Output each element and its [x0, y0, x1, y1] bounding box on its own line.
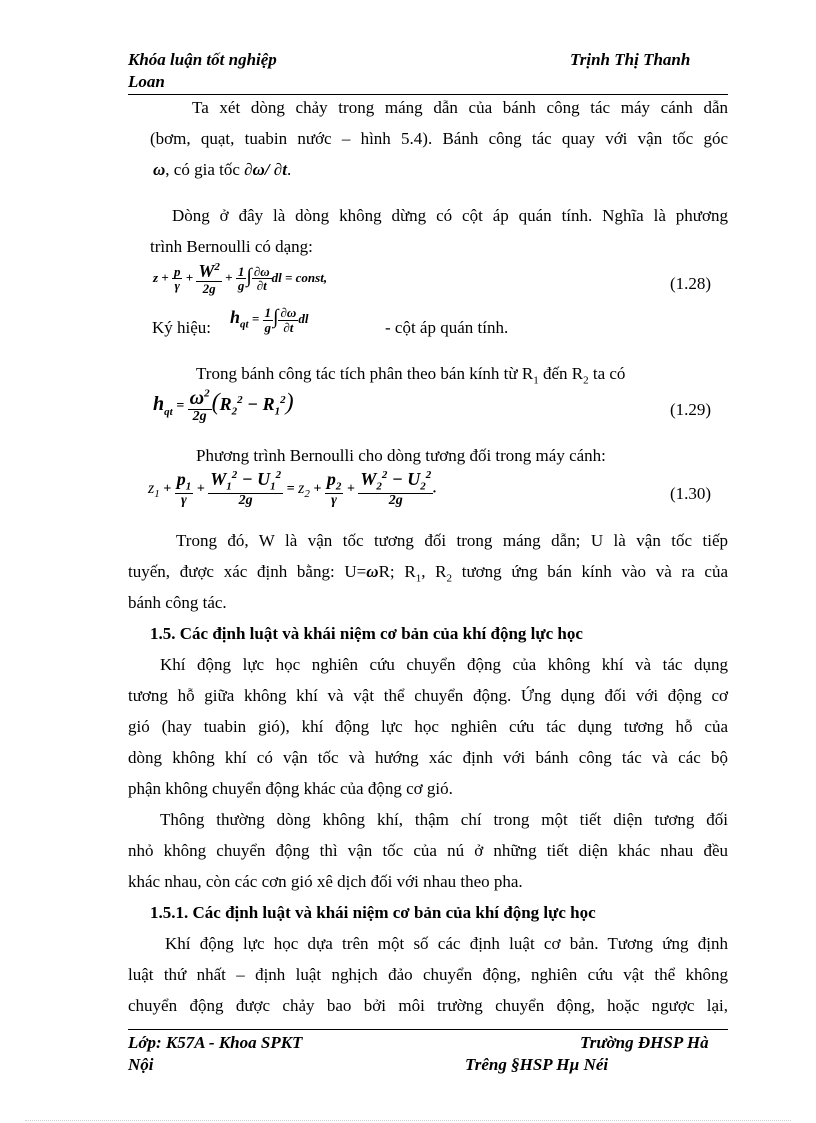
equation-number-1-30: (1.30) — [670, 484, 712, 503]
paragraph-5-line-1: Trong đó, W là vận tốc tương đối trong máng dẫn; U là vận tốc tiếp — [176, 531, 728, 550]
section-heading-1-5: 1.5. Các định luật và khái niệm cơ bản của khí động lực học — [150, 624, 583, 643]
footer-school-legacy: Trêng §HSP Hµ Néi — [465, 1055, 609, 1074]
paragraph-6-line-5: phận không chuyển động khác của động cơ gió. — [128, 779, 453, 798]
equation-inertial-head: $h_{qt}$ = $\frac{1}{g}$ ∫ $\frac{\partial\omega}{\partial t}$ dl — [230, 305, 309, 335]
footer-school: Trường ĐHSP Hà — [580, 1033, 709, 1052]
equation-number-1-28: (1.28) — [670, 274, 712, 293]
paragraph-6-line-4: dòng không khí có vận tốc và hướng xác định với bánh công tác và các bộ — [128, 748, 728, 767]
paragraph-7-line-2: nhỏ không chuyển động thì vận tốc của nú ở những tiết diện khác nhau đều — [128, 841, 728, 860]
notation-description: - cột áp quán tính. — [385, 318, 509, 337]
equation-1-29: $h_{qt}$ = $\frac{\omega^2}{2g}$ $(R_2^2 - R_1^2)$ — [153, 387, 294, 424]
equation-1-28: z + $\frac{p}{\gamma}$ + $\frac{W^2}{2g}$ + $\frac{1}{g}$ ∫ $\frac{\partial\omega}{\partial t}$ dl = const, — [153, 261, 328, 296]
paragraph-8-line-3: chuyển động được chảy bao bởi môi trường chuyển động, hoặc ngược lại, — [128, 996, 728, 1015]
section-heading-1-5-1: 1.5.1. Các định luật và khái niệm cơ bản của khí động lực học — [150, 903, 596, 922]
paragraph-1-line-1: Ta xét dòng chảy trong máng dẫn của bánh công tác máy cánh dẫn — [192, 98, 728, 117]
paragraph-8-line-2: luật thứ nhất – định luật nghịch đảo chuyển động, nghiên cứu vật thể không — [128, 965, 728, 984]
header-author: Trịnh Thị Thanh — [570, 50, 691, 69]
paragraph-8-line-1: Khí động lực học dựa trên một số các định luật cơ bản. Tương ứng định — [165, 934, 728, 953]
paragraph-3: Trong bánh công tác tích phân theo bán kính từ $R_1$ đến $R_2$ ta có — [196, 364, 626, 387]
header-rule — [128, 94, 728, 95]
equation-number-1-29: (1.29) — [670, 400, 712, 419]
paragraph-7-line-1: Thông thường dòng không khí, thậm chí trong một tiết diện tương đối — [160, 810, 728, 829]
paragraph-7-line-3: khác nhau, còn các cơn gió xê dịch đối với nhau theo pha. — [128, 872, 523, 891]
footer-class: Lớp: K57A - Khoa SPKT — [128, 1033, 303, 1052]
header-title-continued: Loan — [128, 72, 165, 91]
equation-1-30: $z_1$ + $\frac{p_1}{\gamma}$ + $\frac{W_1^2 - U_1^2}{2g}$ = $z_2$ + $\frac{p_2}{\gamma}$ + $\frac{W_2^2 - U_2^2}{2g}$ . — [148, 469, 437, 509]
paragraph-1-line-2: (bơm, quạt, tuabin nước – hình 5.4). Bánh công tác quay với vận tốc góc — [150, 129, 728, 148]
notation-label: Ký hiệu: — [152, 318, 212, 337]
paragraph-2-line-1: Dòng ở đây là dòng không dừng có cột áp quán tính. Nghĩa là phương — [172, 206, 728, 225]
paragraph-4: Phương trình Bernoulli cho dòng tương đối trong máy cánh: — [196, 446, 606, 465]
paragraph-2-line-2: trình Bernoulli có dạng: — [150, 237, 313, 256]
paragraph-6-line-2: tương hỗ giữa không khí và vật thể chuyển động. Ứng dụng đối với động cơ — [128, 686, 728, 705]
header-title: Khóa luận tốt nghiệp — [128, 50, 277, 69]
footer-rule — [128, 1029, 728, 1030]
footer-class-continued: Nội — [128, 1055, 154, 1074]
paragraph-5-line-2: tuyến, được xác định bằng: U=ωR; $R_1$, $R_2$ tương ứng bán kính vào và ra của — [128, 562, 729, 585]
paragraph-5-line-3: bánh công tác. — [128, 593, 227, 612]
page-edge-divider — [25, 1120, 791, 1121]
paragraph-6-line-1: Khí động lực học nghiên cứu chuyển động của không khí và tác dụng — [160, 655, 728, 674]
paragraph-1-line-3: ω, có gia tốc ∂ω/ ∂t. — [153, 160, 292, 179]
paragraph-6-line-3: gió (hay tuabin gió), khí động lực học nghiên cứu tác dụng tương hỗ của — [128, 717, 728, 736]
